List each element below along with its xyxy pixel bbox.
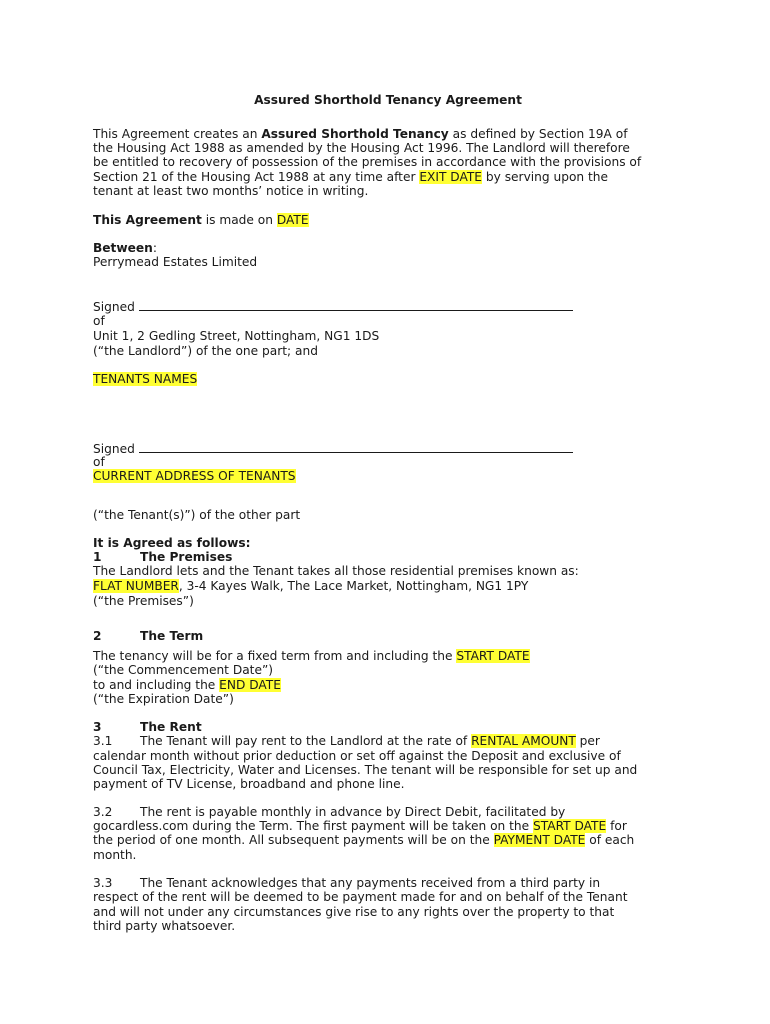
exit-date-placeholder: EXIT DATE <box>419 170 483 184</box>
tenant-of: of <box>93 455 105 469</box>
term-line: (“the Expiration Date”) <box>93 692 234 706</box>
rent-clause-line: the period of one month. All subsequent payments will be on the PAYMENT DATE of each <box>93 833 635 847</box>
document-title: Assured Shorthold Tenancy Agreement <box>254 93 522 107</box>
rent-clause-line: 3.1 The Tenant will pay rent to the Landlord at the rate of RENTAL AMOUNT per <box>93 734 600 748</box>
tenant-names <box>93 372 197 387</box>
rent-clause-line: Council Tax, Electricity, Water and Licenses. The tenant will be responsible for set up and <box>93 763 638 777</box>
premises-line: The Landlord lets and the Tenant takes all those residential premises known as: <box>93 564 579 578</box>
intro-line: Section 21 of the Housing Act 1988 at any time after EXIT DATE by serving upon the <box>93 170 609 184</box>
rent-clause-line: month. <box>93 848 137 862</box>
between-label: Between: <box>93 241 157 255</box>
landlord-signature-line: Signed <box>93 299 573 315</box>
landlord-address: Unit 1, 2 Gedling Street, Nottingham, NG1 1DS <box>93 329 380 343</box>
flat-number-placeholder: FLAT NUMBER <box>93 579 179 593</box>
tenant-signature-line: Signed <box>93 441 573 457</box>
term-line: The tenancy will be for a fixed term from and including the START DATE <box>93 649 530 663</box>
tenant-address-placeholder: CURRENT ADDRESS OF TENANTS <box>93 469 296 483</box>
section-heading-premises: 1 The Premises <box>93 550 233 564</box>
payment-date-placeholder: PAYMENT DATE <box>493 833 586 847</box>
landlord-name: Perrymead Estates Limited <box>93 255 258 269</box>
section-heading-rent: 3 The Rent <box>93 720 202 734</box>
agreed-heading: It is Agreed as follows: <box>93 536 251 550</box>
rent-clause-line: third party whatsoever. <box>93 919 236 933</box>
term-line: to and including the END DATE <box>93 678 281 692</box>
section-heading-term: 2 The Term <box>93 629 204 643</box>
rent-clause-line: respect of the rent will be deemed to be payment made for and on behalf of the Tenant <box>93 890 628 904</box>
intro-line: tenant at least two months’ notice in writing. <box>93 184 369 198</box>
start-date-placeholder: START DATE <box>456 649 530 663</box>
term-line: (“the Commencement Date”) <box>93 663 274 677</box>
tenant-names-placeholder: TENANTS NAMES <box>93 372 198 386</box>
tenant-address <box>93 469 296 484</box>
rental-amount-placeholder: RENTAL AMOUNT <box>471 734 576 748</box>
rent-clause-line: calendar month without prior deduction or set off against the Deposit and exclusive of <box>93 749 621 763</box>
signature-field <box>139 299 573 311</box>
end-date-placeholder: END DATE <box>219 678 281 692</box>
intro-line: the Housing Act 1988 as amended by the Housing Act 1996. The Landlord will therefore <box>93 141 630 155</box>
tenant-role: (“the Tenant(s)”) of the other part <box>93 508 301 522</box>
intro-line: This Agreement creates an Assured Shorthold Tenancy as defined by Section 19A of <box>93 127 628 141</box>
landlord-of: of <box>93 314 105 328</box>
date-placeholder: DATE <box>276 213 309 227</box>
landlord-role: (“the Landlord”) of the one part; and <box>93 344 318 358</box>
made-on-line: This Agreement is made on DATE <box>93 213 309 227</box>
rent-clause-line: and will not under any circumstances give rise to any rights over the property to that <box>93 905 615 919</box>
rent-clause-line: 3.3 The Tenant acknowledges that any payments received from a third party in <box>93 876 601 890</box>
rent-clause-line: 3.2 The rent is payable monthly in advance by Direct Debit, facilitated by <box>93 805 566 819</box>
intro-line: be entitled to recovery of possession of the premises in accordance with the provisions of <box>93 155 642 169</box>
signature-field <box>139 441 573 453</box>
start-date-placeholder: START DATE <box>533 819 607 833</box>
rent-clause-line: payment of TV License, broadband and phone line. <box>93 777 405 791</box>
premises-line: FLAT NUMBER, 3-4 Kayes Walk, The Lace Market, Nottingham, NG1 1PY <box>93 579 529 593</box>
premises-line: (“the Premises”) <box>93 594 194 608</box>
rent-clause-line: gocardless.com during the Term. The first payment will be taken on the START DATE for <box>93 819 627 833</box>
